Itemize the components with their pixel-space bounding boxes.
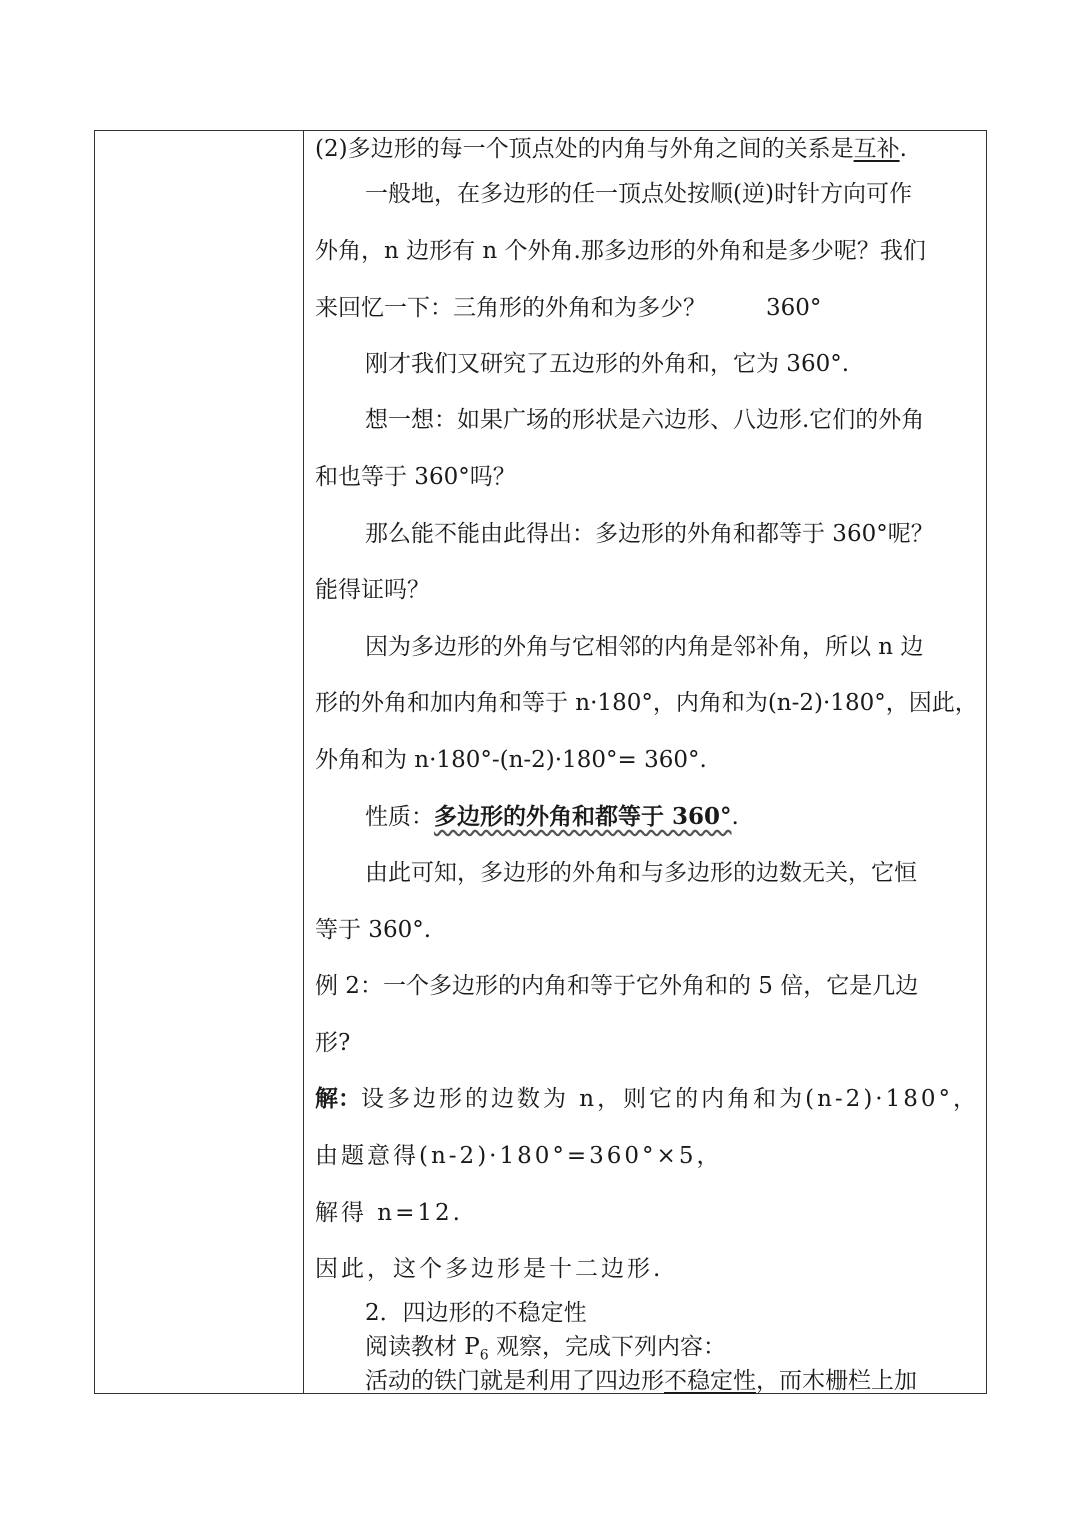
line-3: 外角，n 边形有 n 个外角.那多边形的外角和是多少呢？我们: [315, 238, 926, 264]
reading-instruction: 阅读教材 $P_6$ 观察，完成下列内容：: [365, 1334, 727, 1364]
line-9: 能得证吗？: [315, 577, 430, 603]
section-heading: 2．四边形的不稳定性: [365, 1300, 587, 1326]
line-24: 活动的铁门就是利用了四边形不稳定性，而木栅栏上加: [365, 1368, 917, 1394]
line-15: 等于 360°.: [315, 917, 432, 943]
line-10: 因为多边形的外角与它相邻的内角是邻补角，所以 n 边: [365, 634, 924, 660]
solution-line-3: 解得 n=12.: [315, 1200, 463, 1226]
property-line: 性质：多边形的外角和都等于 360°.: [365, 803, 739, 830]
solution-line-2: 由题意得(n-2)·180°=360°×5，: [315, 1143, 723, 1169]
solution-line-4: 因此，这个多边形是十二边形.: [315, 1256, 664, 1282]
line-6: 想一想：如果广场的形状是六边形、八边形.它们的外角: [365, 407, 925, 433]
solution-line-1: 解：设多边形的边数为 n，则它的内角和为(n-2)·180°，: [315, 1085, 979, 1112]
lesson-table: [94, 130, 987, 1394]
line-14: 由此可知，多边形的外角和与多边形的边数无关，它恒: [365, 860, 917, 886]
line-12: 外角和为 n·180°-(n-2)·180°= 360°.: [315, 747, 707, 773]
property-statement: 多边形的外角和都等于 360°: [434, 803, 732, 830]
line-2: 一般地，在多边形的任一顶点处按顺(逆)时针方向可作: [365, 181, 912, 207]
line-7: 和也等于 360°吗？: [315, 464, 516, 490]
left-column: [95, 131, 304, 1393]
line-1: (2)多边形的每一个顶点处的内角与外角之间的关系是互补.: [315, 136, 907, 162]
line-4: 来回忆一下：三角形的外角和为多少？ 360°: [315, 295, 822, 321]
right-column: [304, 131, 986, 1393]
answer-360: 360°: [766, 295, 822, 321]
example-2-line-1: 例 2：一个多边形的内角和等于它外角和的 5 倍，它是几边: [315, 973, 919, 999]
line-11: 形的外角和加内角和等于 n·180°，内角和为(n-2)·180°，因此，: [315, 690, 978, 716]
answer-blank-2: 不稳定性: [664, 1368, 756, 1394]
answer-blank-1: 互补: [853, 136, 900, 162]
example-2-line-2: 形?: [315, 1030, 351, 1056]
line-5: 刚才我们又研究了五边形的外角和，它为 360°.: [365, 351, 850, 377]
line-8: 那么能不能由此得出：多边形的外角和都等于 360°呢？: [365, 521, 934, 547]
